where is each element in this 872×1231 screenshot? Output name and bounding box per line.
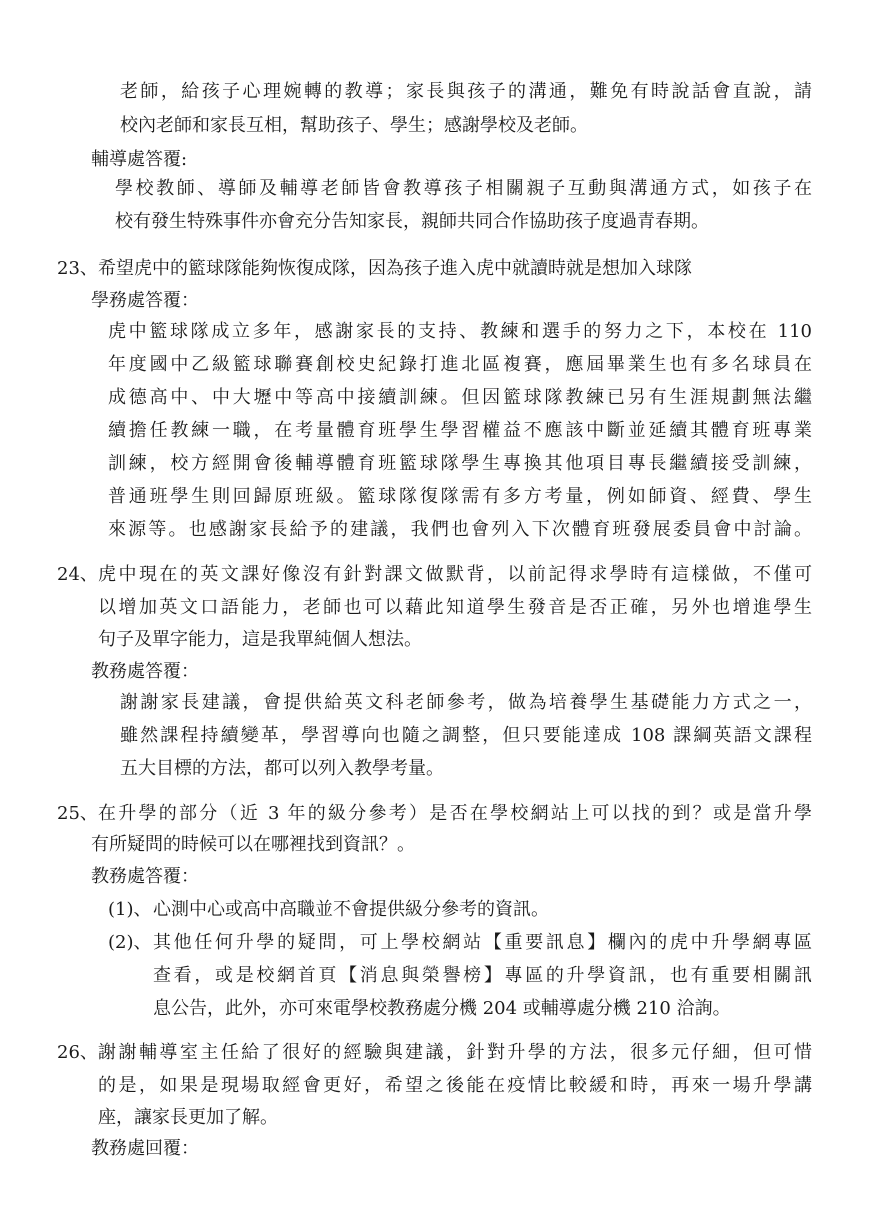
reply-line: 續擔任教練一職，在考量體育班學生學習權益不應該中斷並延續其體育班專業 (108, 420, 812, 441)
reply-line: 普通班學生則回歸原班級。籃球隊復隊需有多方考量，例如師資、經費、學生 (108, 486, 812, 507)
reply-line: 來源等。也感謝家長給予的建議，我們也會列入下次體育班發展委員會中討論。 (108, 519, 812, 540)
sub-item-line: 息公告，此外，亦可來電學校教務處分機 204 或輔導處分機 210 洽詢。 (153, 998, 731, 1019)
reply-line: 訓練，校方經開會後輔導體育班籃球隊學生專換其他項目專長繼續接受訓練， (108, 453, 812, 474)
reply-line: 年度國中乙級籃球聯賽創校史紀錄打進北區複賽，應屆畢業生也有多名球員在 (108, 354, 812, 375)
reply-line: 成德高中、中大壢中等高中接續訓練。但因籃球隊教練已另有生涯規劃無法繼 (108, 387, 812, 408)
item-number: 25、 (57, 803, 98, 824)
question-line: 的是，如果是現場取經會更好，希望之後能在疫情比較緩和時，再來一場升學講 (98, 1075, 812, 1096)
reply-line: 謝謝家長建議，會提供給英文科老師參考，做為培養學生基礎能力方式之一， (120, 692, 812, 713)
question-line: 座，讓家長更加了解。 (98, 1107, 278, 1128)
continuation-line: 校內老師和家長互相，幫助孩子、學生；感謝學校及老師。 (120, 115, 588, 136)
question-line: 謝謝輔導室主任給了很好的經驗與建議，針對升學的方法，很多元仔細，但可惜 (98, 1042, 812, 1063)
reply-line: 校有發生特殊事件亦會充分告知家長，親師共同合作協助孩子度過青春期。 (115, 211, 709, 232)
reply-label: 教務處答覆： (91, 866, 199, 887)
question-line: 希望虎中的籃球隊能夠恢復成隊，因為孩子進入虎中就讀時就是想加入球隊 (98, 258, 692, 279)
item-number: 26、 (57, 1042, 98, 1063)
item-number: 23、 (57, 258, 98, 279)
reply-line: 虎中籃球隊成立多年，感謝家長的支持、教練和選手的努力之下，本校在 110 (108, 321, 812, 342)
question-line: 句子及單字能力，這是我單純個人想法。 (98, 629, 422, 650)
item-number: 24、 (57, 564, 98, 585)
question-line: 以增加英文口語能力，老師也可以藉此知道學生發音是否正確，另外也增進學生 (98, 597, 812, 618)
reply-label: 教務處答覆： (91, 661, 199, 682)
reply-label: 教務處回覆： (91, 1138, 199, 1159)
sub-item-line: 其他任何升學的疑問，可上學校網站【重要訊息】欄內的虎中升學網專區 (153, 932, 812, 953)
question-line: 在升學的部分（近 3 年的級分參考）是否在學校網站上可以找的到？或是當升學 (98, 803, 812, 824)
reply-line: 五大目標的方法，都可以列入教學考量。 (120, 758, 444, 779)
sub-item-line: 查看，或是校網首頁【消息與榮譽榜】專區的升學資訊，也有重要相關訊 (153, 965, 812, 986)
question-line: 虎中現在的英文課好像沒有針對課文做默背，以前記得求學時有這樣做，不僅可 (98, 564, 812, 585)
sub-item-marker: (1)、 (108, 899, 152, 920)
reply-line: 雖然課程持續變革，學習導向也隨之調整，但只要能達成 108 課綱英語文課程 (120, 725, 812, 746)
continuation-line: 老師，給孩子心理婉轉的教導；家長與孩子的溝通，難免有時說話會直說，請 (120, 81, 812, 102)
reply-label: 學務處答覆： (91, 290, 199, 311)
question-line: 有所疑問的時候可以在哪裡找到資訊？。 (91, 834, 415, 855)
reply-line: 學校教師、導師及輔導老師皆會教導孩子相關親子互動與溝通方式，如孩子在 (115, 178, 812, 199)
reply-label: 輔導處答覆: (91, 149, 188, 170)
sub-item-marker: (2)、 (108, 932, 152, 953)
sub-item-line: 心測中心或高中高職並不會提供級分參考的資訊。 (153, 899, 549, 920)
